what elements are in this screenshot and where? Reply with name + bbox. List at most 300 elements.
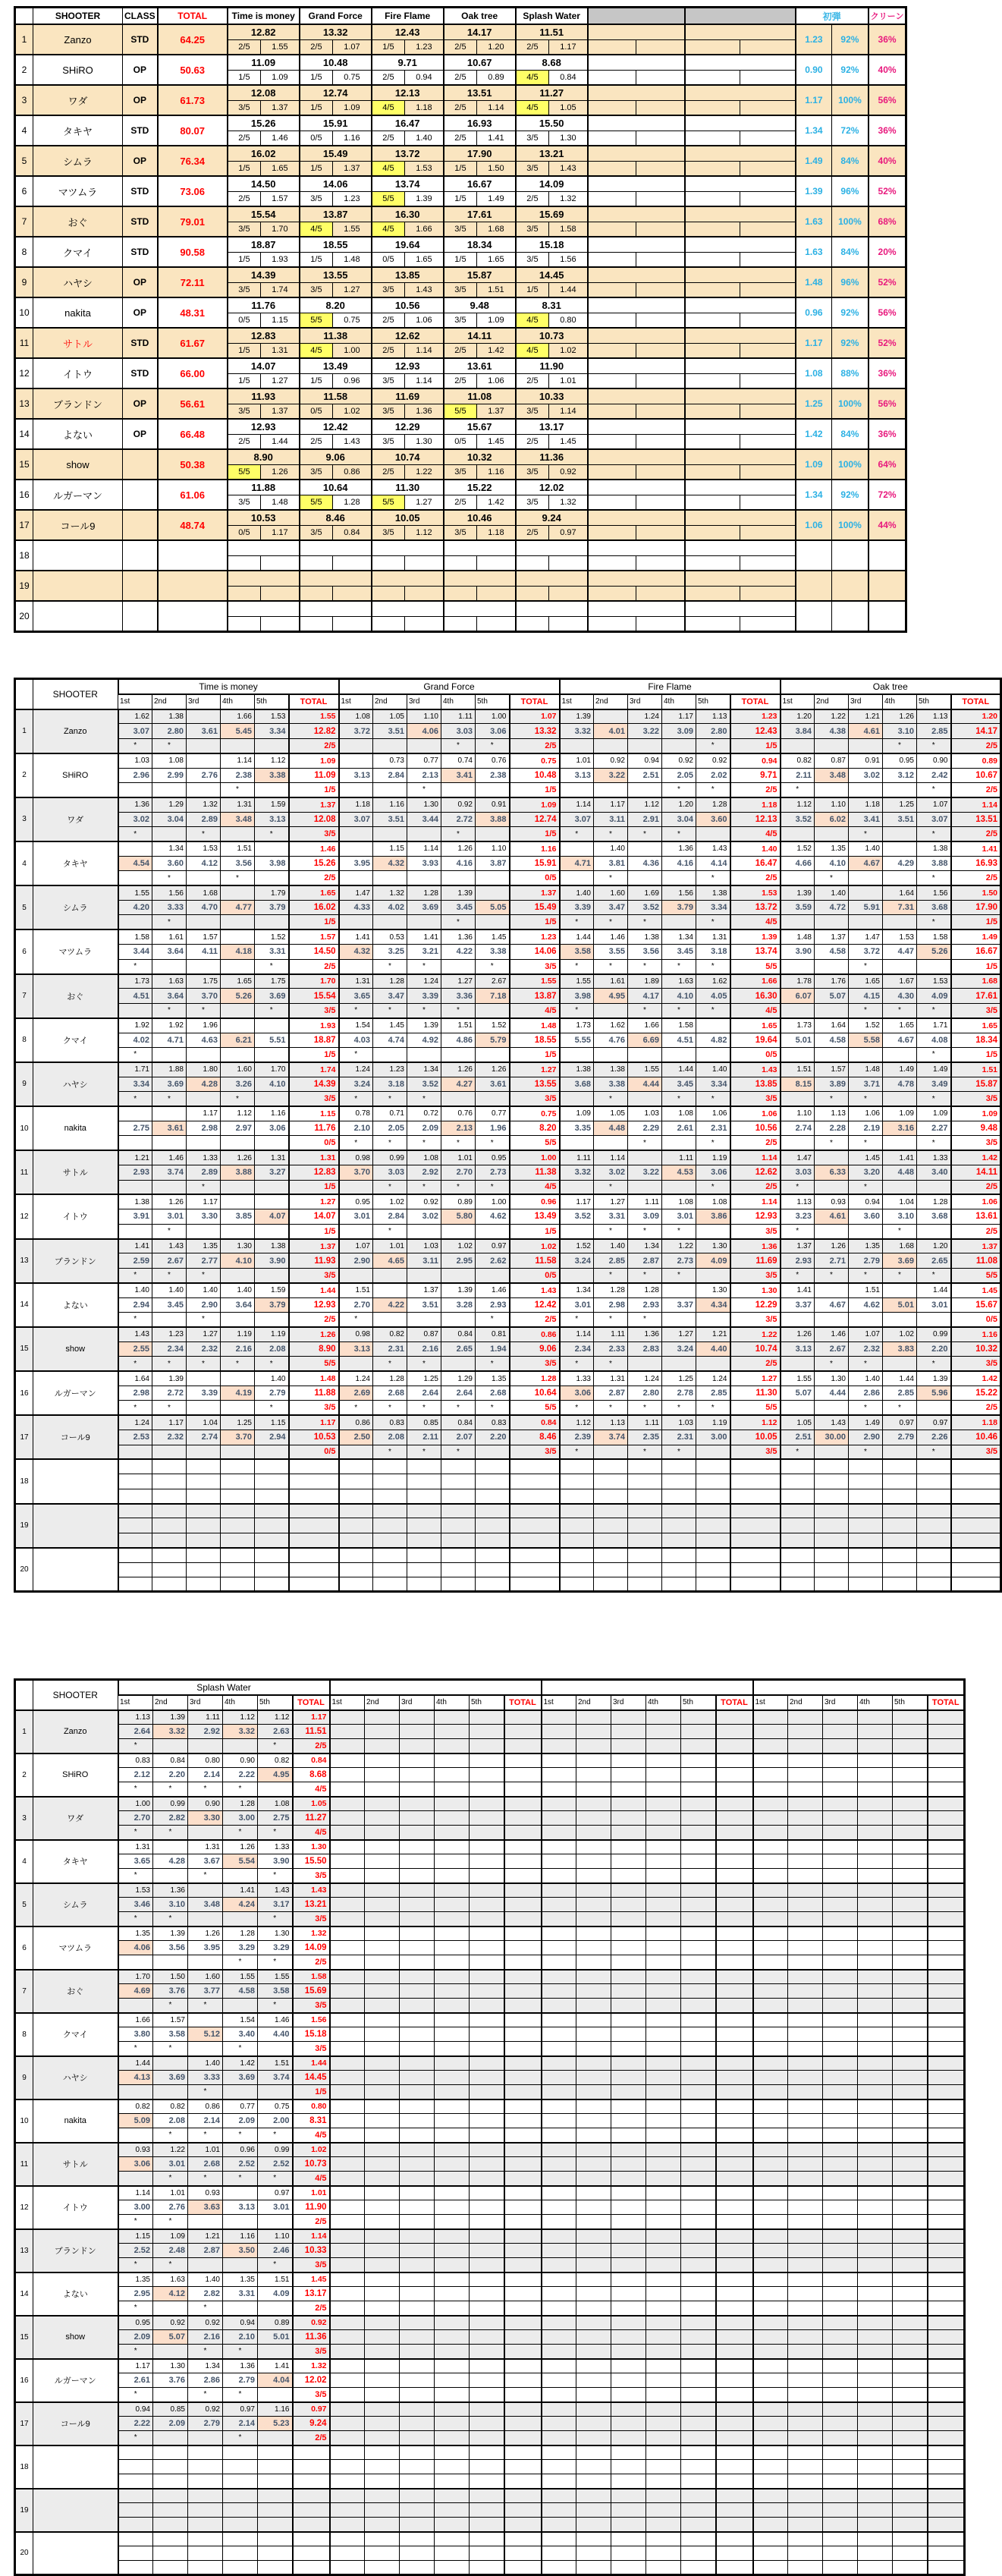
spare-hits [685,586,740,601]
string-time: 3.72 [849,945,883,959]
hit-star [917,1224,951,1238]
match-total: 48.74 [158,510,228,540]
summary-row-5 [15,146,906,161]
string-time [400,2244,435,2258]
match-total: 73.06 [158,176,228,206]
first-shot [646,2013,681,2027]
detail-row-14-2 [15,1297,1001,1312]
first-shot: 1.70 [118,1970,153,1984]
spare-hits [685,313,740,328]
first-shot [330,1754,365,1768]
first-shot-avg: 1.42 [796,419,832,449]
hit-star: * [883,1268,917,1282]
first-shot: 1.44 [560,929,594,944]
first-shot: 1.35 [849,1239,883,1253]
stage-hits: 2/5 [516,39,549,55]
first-shot: 1.40 [696,1062,730,1077]
hit-star [339,738,373,753]
shooter-name: タキヤ [33,841,118,885]
first-shot [560,841,594,856]
first-shot [576,1710,611,1725]
string-time: 4.58 [815,1033,849,1047]
hit-star [542,2258,576,2272]
string-time: 2.82 [153,1811,188,1826]
first-shot: 1.66 [628,1018,662,1033]
first-shot: 1.00 [118,1797,153,1811]
string-time [858,2503,893,2518]
hit-star: * [188,1782,223,1797]
first-shot [823,1797,858,1811]
stage-total: 9.24 [293,2417,330,2431]
hit-star: * [917,871,951,885]
hit-star: * [594,827,628,841]
hit-star: * [152,1224,187,1238]
string-time [815,1518,849,1533]
first-shot: 0.94 [849,1194,883,1209]
stage-time: 14.07 [228,358,300,373]
first-shot-avg [504,2402,542,2417]
hit-star: * [118,1268,152,1282]
string-time: 4.86 [441,1033,476,1047]
hit-star [815,1445,849,1459]
spare-stage-time [588,358,685,373]
hit-star [823,2474,858,2489]
first-shot: 1.13 [696,709,730,724]
string-time [470,1768,504,1782]
spare-first [636,282,685,297]
first-shot-avg [928,2143,965,2157]
first-shot [441,1459,476,1474]
string-time [365,2373,400,2388]
first-shot: 1.38 [628,929,662,944]
hit-star [476,1092,510,1106]
hit-star [470,2474,504,2489]
first-shot-avg: 1.42 [951,1371,1001,1386]
first-shot [858,2532,893,2546]
row-number: 17 [15,2402,33,2445]
first-shot-avg: 1.18 [730,797,781,812]
stage-hits: 2/5 [372,70,405,85]
hit-star: * [223,2042,258,2056]
hit-star [542,1912,576,1926]
string-time [815,1562,849,1577]
stage-total [928,2244,965,2258]
stage-time: 11.90 [516,358,588,373]
first-shot [662,1504,696,1518]
stage-hits: 3/5 [289,1003,339,1018]
first-shot [893,2013,928,2027]
hit-star [576,2345,611,2359]
string-time [611,2071,646,2085]
string-time [858,1984,893,1999]
hit-star [646,2258,681,2272]
hit-star [373,827,407,841]
stage-time [372,540,444,555]
hit-star [611,1782,646,1797]
first-shot [223,2186,258,2200]
match-total: 61.06 [158,480,228,510]
string-time [365,1854,400,1869]
string-time: 3.01 [258,2200,293,2215]
detail-row-20-3 [15,1577,1001,1592]
stage-hits: 3/5 [510,1357,560,1371]
first-shot [788,2056,823,2071]
first-shot: 1.44 [662,1062,696,1077]
string-time [576,2330,611,2345]
first-shot: 1.46 [476,1283,510,1297]
hit-star: * [223,2128,258,2143]
first-shot [330,1926,365,1941]
string-time: 4.30 [883,989,917,1003]
string-time [330,2027,365,2042]
first-shot: 1.40 [188,2272,223,2287]
first-shot [470,2532,504,2546]
stage-total [716,2114,753,2128]
stage-first-shot: 1.50 [477,161,516,176]
stage-first-shot: 0.84 [549,70,588,85]
stage-total [504,2503,542,2518]
first-shot [542,2229,576,2244]
first-shot: 1.68 [187,885,221,900]
first-shot [187,1504,221,1518]
first-shot-avg: 1.17 [289,1415,339,1430]
string-time [435,2373,470,2388]
first-shot: 1.12 [628,797,662,812]
shooter-name: ハヤシ [33,1062,118,1106]
hit-star [646,2042,681,2056]
hit-star: * [255,827,289,841]
hit-star [893,2128,928,2143]
hit-star [223,1912,258,1926]
stage-total: 15.18 [293,2027,330,2042]
first-shot-avg [928,2186,965,2200]
stage-hits: 1/5 [228,343,261,358]
hit-star [255,1489,289,1503]
first-shot-avg: 1.31 [289,1150,339,1165]
stage-first-shot: 1.27 [261,373,300,388]
first-shot: 1.26 [476,1062,510,1077]
string-time: 2.90 [339,1253,373,1268]
hit-star [187,1047,221,1062]
stage-hits: 1/5 [951,959,1001,973]
hit-star [646,2518,681,2532]
string-time [223,2460,258,2474]
string-time: 3.64 [152,989,187,1003]
first-shot: 1.49 [849,1415,883,1430]
first-shot [788,2099,823,2114]
stage-hits: 2/5 [516,373,549,388]
spare-hits [588,464,636,480]
first-shot: 1.62 [118,709,152,724]
hit-star [330,2085,365,2099]
string-time: 4.95 [594,989,628,1003]
first-shot: 1.36 [628,1327,662,1341]
total-header: TOTAL [158,8,228,25]
first-shot-avg: 1.14 [293,2229,330,2244]
stage-hits: 3/5 [372,373,405,388]
hit-star [696,1047,730,1062]
hit-star: * [188,2301,223,2316]
first-shot-avg: 1.15 [289,1106,339,1121]
string-time: 3.02 [594,1165,628,1180]
first-shot [681,1883,716,1898]
stage-hits: 2/5 [444,70,477,85]
first-shot [681,2099,716,2114]
first-shot-avg: 1.44 [289,1283,339,1297]
stage-total [951,1474,1001,1489]
hit-star [893,2474,928,2489]
hit-star [470,1999,504,2013]
hit-star [753,2085,788,2099]
string-time: 3.68 [917,1209,951,1224]
hit-star [542,1869,576,1883]
first-shot-avg: 1.02 [510,1239,560,1253]
string-time: 1.94 [476,1341,510,1356]
string-col-header: 2nd [576,1695,611,1710]
first-shot [373,1283,407,1297]
first-shot: 1.64 [118,1371,152,1386]
hit-star [330,1869,365,1883]
first-shot-avg: 0.97 [293,2402,330,2417]
first-shot: 1.24 [628,709,662,724]
first-shot [753,2316,788,2330]
first-shot [815,1504,849,1518]
first-shot: 0.84 [441,1327,476,1341]
first-shot: 1.47 [849,929,883,944]
first-shot-avg: 1.39 [730,929,781,944]
hit-star [576,2301,611,2316]
stage-time: 15.67 [444,419,516,434]
first-shot: 1.36 [441,929,476,944]
first-shot [542,1970,576,1984]
shooter-class [123,540,158,571]
first-shot: 1.14 [407,841,441,856]
spare-hits [685,282,740,297]
string-time: 3.30 [188,1811,223,1826]
hit-star: * [628,1224,662,1238]
first-shot [330,2272,365,2287]
string-time: 4.44 [815,1386,849,1400]
first-shot: 1.34 [152,841,187,856]
string-time: 2.61 [118,2373,153,2388]
hit-star [339,871,373,885]
hit-star [823,2128,858,2143]
spare-stage-time [685,571,796,586]
hit-star [560,1533,594,1547]
first-shot: 0.82 [781,753,815,768]
hit-star [435,1999,470,2013]
first-shot [628,841,662,856]
detail-row-6-3 [15,959,1001,973]
hit-star: * [373,1445,407,1459]
spare-hits [588,434,636,449]
stage-total [716,2027,753,2042]
string-time: 2.84 [373,1209,407,1224]
string-time [788,2200,823,2215]
hit-star [258,2301,293,2316]
string-time [823,2287,858,2301]
stage-hits: 0/5 [228,525,261,540]
string-time [681,1811,716,1826]
first-shot: 1.08 [152,753,187,768]
clean-pct: 36% [869,115,906,146]
first-shot-avg: 1.48 [796,267,832,297]
string-time: 2.31 [696,1121,730,1135]
first-shot [255,1504,289,1518]
first-shot [823,2402,858,2417]
string-time [858,2157,893,2172]
match-total: 64.25 [158,24,228,55]
hit-star [330,2301,365,2316]
hit-star: * [223,1782,258,1797]
stage-first-shot: 1.43 [549,161,588,176]
hit-star: * [255,959,289,973]
first-shot: 1.17 [118,2359,153,2373]
first-shot: 0.90 [223,1754,258,1768]
first-shot [400,2099,435,2114]
string-time: 4.09 [258,2287,293,2301]
stage-total: 11.93 [289,1253,339,1268]
hit-star: * [407,1180,441,1194]
string-time: 3.00 [696,1430,730,1445]
first-shot: 1.57 [815,1062,849,1077]
stage-hits [928,2128,965,2143]
string-time [330,2503,365,2518]
summary-row-6 [15,176,906,191]
hit-star [221,1533,255,1547]
string-time [594,1474,628,1489]
first-shot: 0.94 [118,2402,153,2417]
first-shot-avg [928,1797,965,1811]
shooter-class: STD [123,206,158,237]
first-shot [188,2532,223,2546]
string-col-header: 2nd [815,694,849,709]
first-shot [400,1710,435,1725]
first-shot: 1.41 [223,1883,258,1898]
first-shot-avg: 0.96 [796,297,832,328]
string-time [883,1474,917,1489]
first-shot: 1.53 [187,841,221,856]
hit-star [788,2215,823,2229]
stage-time: 15.69 [516,206,588,222]
string-time: 2.95 [441,1253,476,1268]
hit-star [152,782,187,797]
hit-star [470,2518,504,2532]
first-shot: 0.84 [153,1754,188,1768]
string-time [255,1474,289,1489]
hit-star [628,1533,662,1547]
first-shot: 1.46 [152,1150,187,1165]
hit-star [435,2128,470,2143]
stage-first-shot [405,616,444,631]
first-shot [476,1504,510,1518]
first-shot: 1.65 [849,974,883,989]
first-shot: 1.07 [849,1327,883,1341]
first-shot-avg: 1.68 [951,974,1001,989]
first-shot: 1.39 [152,1371,187,1386]
string-time [365,2460,400,2474]
stage-hits: 2/5 [293,1955,330,1970]
string-time: 3.68 [917,901,951,915]
hit-star [576,1826,611,1840]
stage-first-shot: 1.39 [405,191,444,206]
string-time [576,2200,611,2215]
string-time [542,1854,576,1869]
first-shot-pct: 100% [832,510,869,540]
first-shot [781,1548,815,1562]
match-total: 90.58 [158,237,228,267]
string-time [858,2244,893,2258]
first-shot: 0.83 [118,1754,153,1768]
first-shot [152,1504,187,1518]
string-time [893,2503,928,2518]
string-time: 4.07 [255,1209,289,1224]
stage-hits: 2/5 [510,738,560,753]
stage-total [293,2546,330,2561]
stage-hits [928,2561,965,2575]
first-shot [823,2143,858,2157]
string-time: 3.85 [221,1209,255,1224]
string-time [611,1725,646,1739]
first-shot: 1.52 [476,1018,510,1033]
string-time: 2.89 [187,812,221,826]
first-shot: 1.21 [118,1150,152,1165]
string-time: 3.11 [407,1253,441,1268]
first-shot: 1.00 [476,709,510,724]
stage-hits [300,616,333,631]
first-shot [788,1840,823,1854]
stage-total: 16.30 [730,989,781,1003]
hit-star [858,2128,893,2143]
hit-star [576,2258,611,2272]
string-time: 3.30 [187,1209,221,1224]
stage-first-shot: 0.96 [333,373,372,388]
stage-first-shot: 1.27 [333,282,372,297]
stage-hits [504,2431,542,2445]
first-shot: 1.01 [153,2186,188,2200]
stage-first-shot: 1.09 [261,70,300,85]
stage-time: 11.76 [228,297,300,313]
detail-row-5-2 [15,901,1001,915]
string-time [118,2546,153,2561]
string-time: 2.86 [849,1386,883,1400]
shooter-header: SHOOTER [33,1680,118,1710]
detail-row-11-3 [15,2172,965,2186]
stage-hits: 4/5 [300,222,333,237]
stage-time: 11.08 [444,388,516,404]
hit-star [476,782,510,797]
hit-star: * [781,1445,815,1459]
first-shot-avg: 0.92 [293,2316,330,2330]
hit-star [153,1955,188,1970]
first-shot-avg: 1.39 [796,176,832,206]
string-time [576,2546,611,2561]
string-time: 3.33 [152,901,187,915]
row-number: 13 [15,388,33,419]
hit-star: * [255,1003,289,1018]
first-shot-avg: 1.66 [730,974,781,989]
stage-total: 12.93 [289,1297,339,1312]
detail-row-17-1 [15,1415,1001,1430]
hit-star: * [188,2388,223,2402]
first-shot: 1.14 [560,797,594,812]
detail-row-2-2 [15,1768,965,1782]
hit-star [441,959,476,973]
hit-star: * [849,1092,883,1106]
first-shot-avg [928,1840,965,1854]
first-shot-avg: 1.09 [510,797,560,812]
hit-star: * [118,827,152,841]
